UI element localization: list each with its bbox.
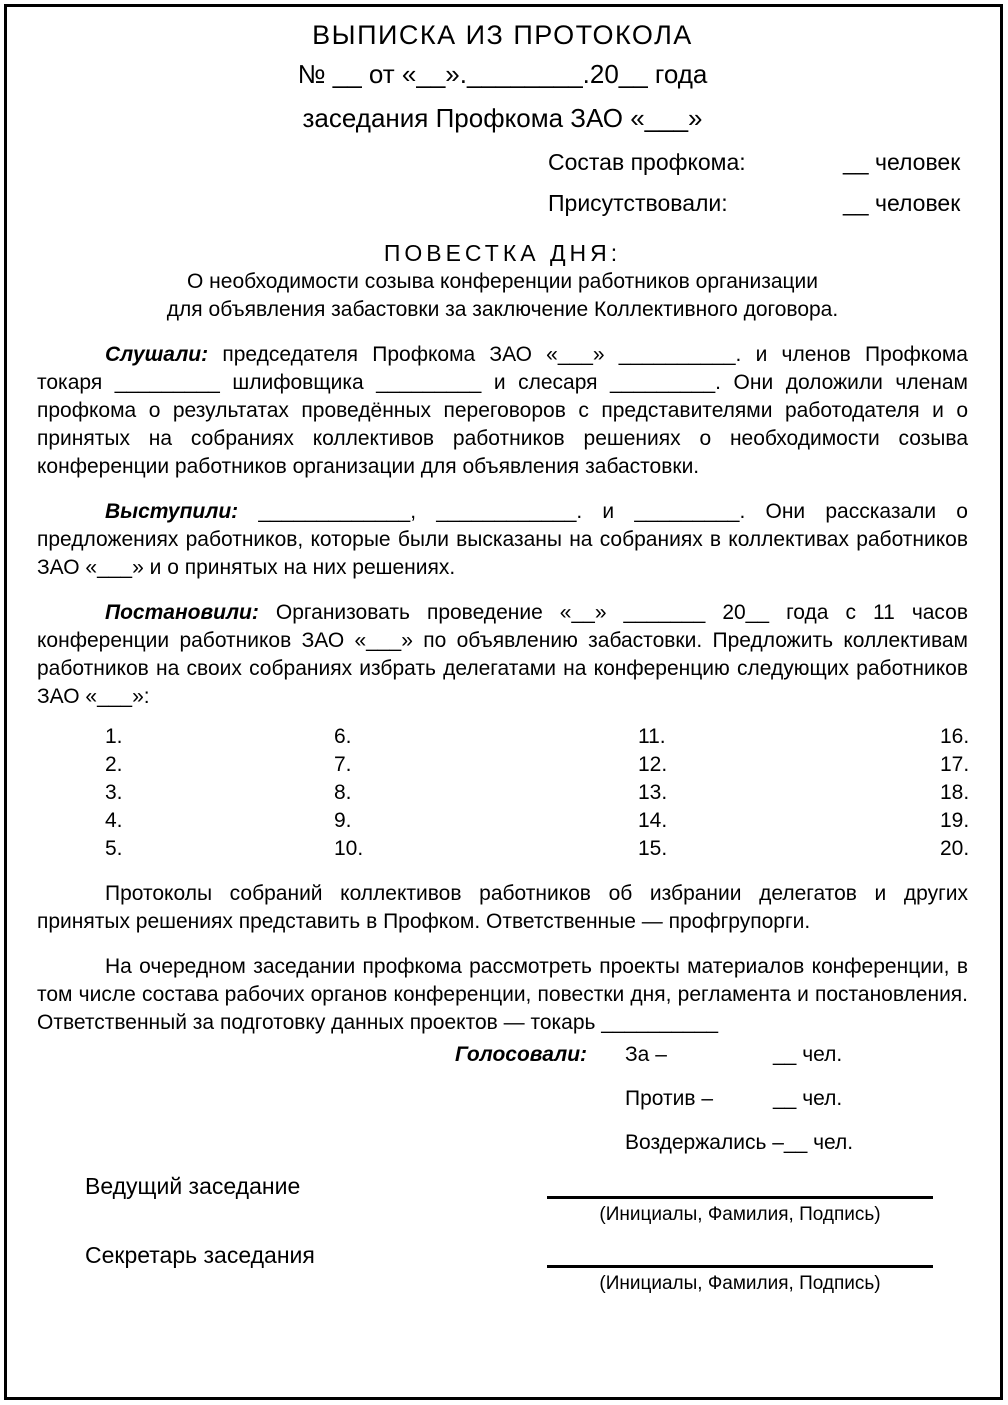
list-item: 3.	[105, 781, 123, 804]
committee-size-label: Состав профкома:	[548, 149, 746, 175]
list-item: 16.	[940, 725, 970, 748]
document-page	[4, 4, 1003, 1400]
signatures-block	[37, 1173, 968, 1295]
spoke-text: _____________, ____________. и _________. Они рассказали о предложениях работников, которые были высказаны на собраниях в коллективах работников ЗАО «___» и о принятых на них решениях.	[37, 500, 968, 579]
chair-signature-area	[547, 1173, 933, 1226]
vote-row-for	[455, 1041, 968, 1069]
agenda-heading: ПОВЕСТКА ДНЯ:	[383, 240, 622, 266]
protocols-paragraph	[37, 880, 968, 936]
vote-value-against: __ чел.	[773, 1087, 843, 1110]
list-item: 9.	[334, 809, 352, 832]
list-item: 15.	[638, 837, 668, 860]
list-item: 18.	[940, 781, 970, 804]
agenda-item-line-2: для объявления забастовки за заключение Коллективного договора.	[166, 298, 839, 321]
list-item: 5.	[105, 837, 123, 860]
vote-value-abstained: __ чел.	[783, 1131, 854, 1154]
voting-label-spacer	[455, 1085, 625, 1113]
list-item: 1.	[105, 725, 123, 748]
secretary-signature-area	[547, 1242, 933, 1295]
secretary-signature-row	[37, 1242, 968, 1295]
vote-value-for: __ чел.	[773, 1043, 843, 1066]
vote-row-against	[455, 1085, 968, 1113]
protocol-number-line: № __ от «__».________.20__ года	[297, 59, 708, 89]
chair-signature-caption: (Инициалы, Фамилия, Подпись)	[599, 1204, 881, 1225]
document-title: ВЫПИСКА ИЗ ПРОТОКОЛА	[312, 20, 693, 50]
attendees-value: __ человек	[843, 190, 961, 216]
spoke-label: Выступили:	[105, 500, 239, 523]
list-item: 17.	[940, 753, 970, 776]
heard-label: Слушали:	[105, 343, 209, 366]
list-item: 8.	[334, 781, 352, 804]
resolved-label: Постановили:	[105, 601, 259, 624]
voting-label-spacer	[455, 1129, 625, 1157]
list-item: 20.	[940, 837, 970, 860]
protocols-text: Протоколы собраний коллективов работников об избрании делегатов и других принятых решениях представить в Профком. Ответственные — профгрупорги.	[37, 882, 968, 933]
list-item: 10.	[334, 837, 364, 860]
vote-option-against: Против –	[625, 1087, 714, 1110]
chair-signature-line	[547, 1173, 933, 1199]
secretary-signature-caption: (Инициалы, Фамилия, Подпись)	[599, 1273, 881, 1294]
vote-row-abstained	[455, 1129, 968, 1157]
next-meeting-paragraph	[37, 953, 968, 1037]
list-item: 4.	[105, 809, 123, 832]
attendees-label: Присутствовали:	[548, 190, 728, 216]
secretary-signature-line	[547, 1242, 933, 1268]
next-meeting-text: На очередном заседании профкома рассмотреть проекты материалов конференции, в том числе состава рабочих органов конференции, повестки дня, регламента и постановления. Ответственный за подготовку данных проектов — токарь __________	[37, 955, 968, 1034]
resolved-paragraph	[37, 599, 968, 711]
attendees-row	[548, 188, 968, 218]
heard-paragraph	[37, 341, 968, 481]
voting-label: Голосовали:	[455, 1043, 588, 1066]
agenda-item-line-1: О необходимости созыва конференции работников организации	[187, 270, 818, 293]
attendance-block	[548, 147, 968, 218]
list-item: 7.	[334, 753, 352, 776]
committee-size-row	[548, 147, 968, 177]
secretary-role-label: Секретарь заседания	[85, 1242, 315, 1268]
heard-text: председателя Профкома ЗАО «___» __________. и членов Профкома токаря _________ шлифовщика _________ и слесаря _________. Они доложили членам профкома о результатах проведённых переговоров с представителями работодателя и о принятых на собраниях коллективов работников решениях о необходимости созыва конференции работников организации для объявления забастовки.	[37, 343, 968, 478]
voting-block	[455, 1041, 968, 1157]
chair-signature-row	[37, 1173, 968, 1226]
list-item: 6.	[334, 725, 352, 748]
list-item: 12.	[638, 753, 668, 776]
list-item: 14.	[638, 809, 668, 832]
vote-option-abstained: Воздержались –	[625, 1131, 784, 1154]
list-item: 13.	[638, 781, 668, 804]
list-item: 2.	[105, 753, 123, 776]
resolved-text: Организовать проведение «__» _______ 20__ года с 11 часов конференции работников ЗАО «___» по объявлению забастовки. Предложить коллективам работников на своих собраниях избрать делегатами на конференцию следующих работников ЗАО «___»:	[37, 601, 969, 708]
list-item: 19.	[940, 809, 970, 832]
list-item: 11.	[638, 725, 666, 748]
meeting-subject-line: заседания Профкома ЗАО «___»	[302, 103, 703, 133]
chair-role-label: Ведущий заседание	[85, 1173, 301, 1199]
vote-option-for: За –	[625, 1043, 667, 1066]
delegates-numbered-list	[37, 723, 968, 863]
spoke-paragraph	[37, 498, 968, 582]
committee-size-value: __ человек	[843, 149, 961, 175]
